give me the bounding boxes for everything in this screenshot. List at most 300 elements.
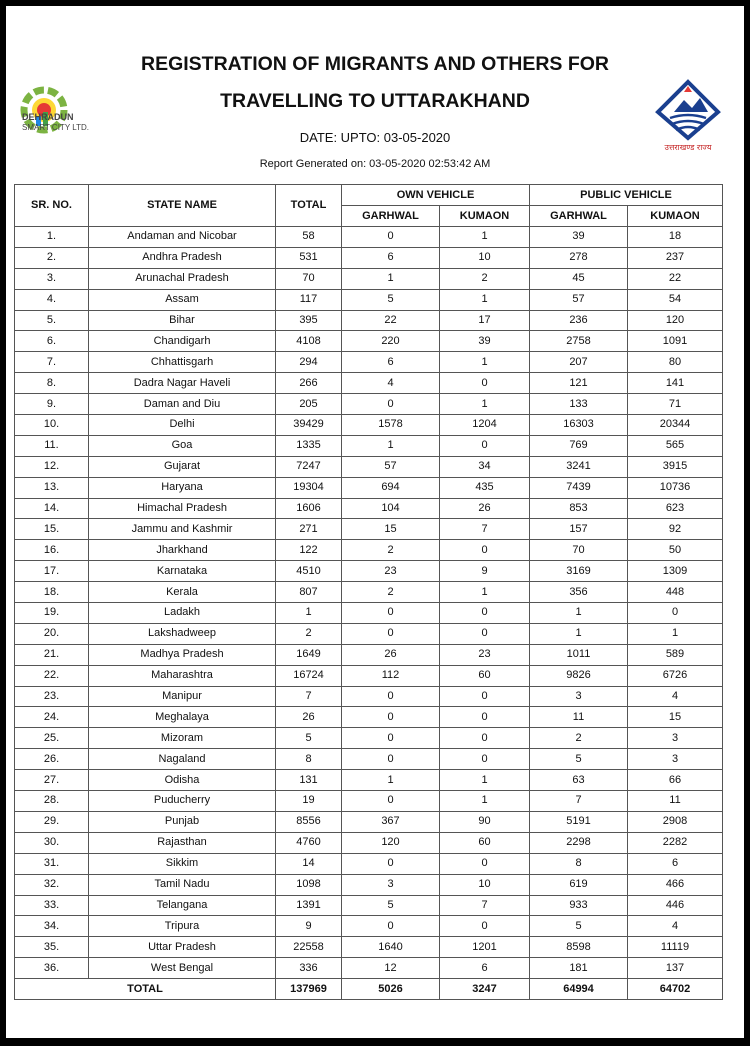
- public-kumaon-cell: 0: [628, 603, 723, 624]
- table-row: [15, 958, 723, 979]
- own-garhwal-cell: 4: [342, 373, 440, 394]
- state-name-cell: Punjab: [89, 811, 276, 832]
- total-cell: 2: [276, 623, 342, 644]
- own-kumaon-cell: 6: [440, 958, 530, 979]
- own-garhwal-cell: 0: [342, 916, 440, 937]
- own-garhwal-cell: 23: [342, 561, 440, 582]
- public-garhwal-cell: 9826: [530, 665, 628, 686]
- sr-no-cell: 18.: [15, 582, 89, 603]
- public-kumaon-cell: 4: [628, 686, 723, 707]
- public-garhwal-cell: 356: [530, 582, 628, 603]
- sr-no-cell: 16.: [15, 540, 89, 561]
- own-garhwal-cell: 26: [342, 644, 440, 665]
- state-name-cell: Gujarat: [89, 456, 276, 477]
- state-name-cell: Bihar: [89, 310, 276, 331]
- own-kumaon-cell: 0: [440, 853, 530, 874]
- table-row: [15, 811, 723, 832]
- public-kumaon-cell: 448: [628, 582, 723, 603]
- own-kumaon-cell: 60: [440, 832, 530, 853]
- public-garhwal-cell: 853: [530, 498, 628, 519]
- own-kumaon-cell: 1: [440, 394, 530, 415]
- own-kumaon-cell: 0: [440, 707, 530, 728]
- table-row: [15, 289, 723, 310]
- own-garhwal-cell: 2: [342, 582, 440, 603]
- public-garhwal-cell: 57: [530, 289, 628, 310]
- table-row: [15, 352, 723, 373]
- public-garhwal-cell: 5191: [530, 811, 628, 832]
- report-date: DATE: UPTO: 03-05-2020: [299, 130, 451, 145]
- public-garhwal-cell: 5: [530, 916, 628, 937]
- public-garhwal-cell: 1: [530, 623, 628, 644]
- col-sr-no: SR. NO.: [15, 185, 89, 227]
- public-garhwal-cell: 2: [530, 728, 628, 749]
- sr-no-cell: 29.: [15, 811, 89, 832]
- table-body: [15, 227, 723, 979]
- total-cell: 16724: [276, 665, 342, 686]
- own-garhwal-cell: 112: [342, 665, 440, 686]
- table-row: [15, 749, 723, 770]
- state-name-cell: Tripura: [89, 916, 276, 937]
- own-kumaon-cell: 0: [440, 435, 530, 456]
- own-garhwal-cell: 104: [342, 498, 440, 519]
- total-cell: 1649: [276, 644, 342, 665]
- sr-no-cell: 27.: [15, 770, 89, 791]
- total-cell: 4108: [276, 331, 342, 352]
- total-public-kumaon: 64702: [628, 979, 723, 1000]
- table-row: [15, 519, 723, 540]
- own-kumaon-cell: 17: [440, 310, 530, 331]
- public-kumaon-cell: 22: [628, 268, 723, 289]
- state-name-cell: Lakshadweep: [89, 623, 276, 644]
- own-kumaon-cell: 10: [440, 874, 530, 895]
- state-name-cell: Goa: [89, 435, 276, 456]
- sr-no-cell: 24.: [15, 707, 89, 728]
- public-garhwal-cell: 769: [530, 435, 628, 456]
- public-kumaon-cell: 54: [628, 289, 723, 310]
- public-kumaon-cell: 589: [628, 644, 723, 665]
- own-kumaon-cell: 39: [440, 331, 530, 352]
- table-row: [15, 477, 723, 498]
- state-name-cell: Andhra Pradesh: [89, 247, 276, 268]
- sr-no-cell: 14.: [15, 498, 89, 519]
- col-own-vehicle: OWN VEHICLE: [342, 185, 530, 206]
- own-garhwal-cell: 3: [342, 874, 440, 895]
- public-kumaon-cell: 1309: [628, 561, 723, 582]
- state-name-cell: Daman and Diu: [89, 394, 276, 415]
- total-cell: 26: [276, 707, 342, 728]
- sr-no-cell: 3.: [15, 268, 89, 289]
- sr-no-cell: 26.: [15, 749, 89, 770]
- public-garhwal-cell: 70: [530, 540, 628, 561]
- public-kumaon-cell: 3: [628, 728, 723, 749]
- table-row: [15, 394, 723, 415]
- table-row: [15, 247, 723, 268]
- public-garhwal-cell: 8598: [530, 937, 628, 958]
- sr-no-cell: 23.: [15, 686, 89, 707]
- table-row: [15, 770, 723, 791]
- public-garhwal-cell: 3: [530, 686, 628, 707]
- total-cell: 395: [276, 310, 342, 331]
- table-row: [15, 832, 723, 853]
- total-cell: 807: [276, 582, 342, 603]
- sr-no-cell: 21.: [15, 644, 89, 665]
- sr-no-cell: 22.: [15, 665, 89, 686]
- total-cell: 9: [276, 916, 342, 937]
- own-garhwal-cell: 12: [342, 958, 440, 979]
- public-garhwal-cell: 7: [530, 791, 628, 812]
- state-name-cell: West Bengal: [89, 958, 276, 979]
- table-row: [15, 853, 723, 874]
- public-garhwal-cell: 181: [530, 958, 628, 979]
- public-garhwal-cell: 133: [530, 394, 628, 415]
- public-garhwal-cell: 3169: [530, 561, 628, 582]
- own-kumaon-cell: 435: [440, 477, 530, 498]
- public-kumaon-cell: 446: [628, 895, 723, 916]
- table-row: [15, 415, 723, 436]
- col-public-vehicle: PUBLIC VEHICLE: [530, 185, 723, 206]
- public-kumaon-cell: 80: [628, 352, 723, 373]
- own-kumaon-cell: 9: [440, 561, 530, 582]
- total-cell: 266: [276, 373, 342, 394]
- total-cell: 14: [276, 853, 342, 874]
- own-garhwal-cell: 5: [342, 895, 440, 916]
- state-name-cell: Dadra Nagar Haveli: [89, 373, 276, 394]
- table-row: [15, 268, 723, 289]
- public-garhwal-cell: 63: [530, 770, 628, 791]
- public-kumaon-cell: 10736: [628, 477, 723, 498]
- own-kumaon-cell: 0: [440, 623, 530, 644]
- own-garhwal-cell: 0: [342, 227, 440, 248]
- own-kumaon-cell: 0: [440, 749, 530, 770]
- public-garhwal-cell: 8: [530, 853, 628, 874]
- sr-no-cell: 9.: [15, 394, 89, 415]
- own-kumaon-cell: 1: [440, 352, 530, 373]
- table-row: [15, 916, 723, 937]
- sr-no-cell: 36.: [15, 958, 89, 979]
- total-cell: 70: [276, 268, 342, 289]
- total-cell: 336: [276, 958, 342, 979]
- table-row: [15, 937, 723, 958]
- total-public-garhwal: 64994: [530, 979, 628, 1000]
- total-row: [15, 979, 723, 1000]
- public-garhwal-cell: 236: [530, 310, 628, 331]
- public-garhwal-cell: 157: [530, 519, 628, 540]
- public-kumaon-cell: 4: [628, 916, 723, 937]
- sr-no-cell: 11.: [15, 435, 89, 456]
- own-kumaon-cell: 1: [440, 791, 530, 812]
- state-name-cell: Himachal Pradesh: [89, 498, 276, 519]
- public-garhwal-cell: 207: [530, 352, 628, 373]
- own-kumaon-cell: 26: [440, 498, 530, 519]
- own-garhwal-cell: 1: [342, 435, 440, 456]
- public-kumaon-cell: 2908: [628, 811, 723, 832]
- public-kumaon-cell: 11: [628, 791, 723, 812]
- state-name-cell: Jharkhand: [89, 540, 276, 561]
- public-garhwal-cell: 2298: [530, 832, 628, 853]
- own-garhwal-cell: 0: [342, 853, 440, 874]
- total-cell: 205: [276, 394, 342, 415]
- total-own-kumaon: 3247: [440, 979, 530, 1000]
- sr-no-cell: 10.: [15, 415, 89, 436]
- table-row: [15, 791, 723, 812]
- sr-no-cell: 35.: [15, 937, 89, 958]
- state-name-cell: Telangana: [89, 895, 276, 916]
- public-garhwal-cell: 2758: [530, 331, 628, 352]
- own-kumaon-cell: 1201: [440, 937, 530, 958]
- public-kumaon-cell: 1: [628, 623, 723, 644]
- logo-text-line1: DEHRADUN: [22, 112, 74, 122]
- public-kumaon-cell: 92: [628, 519, 723, 540]
- public-kumaon-cell: 565: [628, 435, 723, 456]
- public-kumaon-cell: 623: [628, 498, 723, 519]
- public-garhwal-cell: 121: [530, 373, 628, 394]
- sr-no-cell: 8.: [15, 373, 89, 394]
- own-kumaon-cell: 0: [440, 686, 530, 707]
- own-kumaon-cell: 10: [440, 247, 530, 268]
- own-garhwal-cell: 0: [342, 707, 440, 728]
- table-row: [15, 707, 723, 728]
- total-cell: 7: [276, 686, 342, 707]
- total-cell: 58: [276, 227, 342, 248]
- own-kumaon-cell: 7: [440, 519, 530, 540]
- sr-no-cell: 13.: [15, 477, 89, 498]
- total-cell: 8556: [276, 811, 342, 832]
- state-name-cell: Andaman and Nicobar: [89, 227, 276, 248]
- public-garhwal-cell: 5: [530, 749, 628, 770]
- own-kumaon-cell: 34: [440, 456, 530, 477]
- table-row: [15, 373, 723, 394]
- total-cell: 1: [276, 603, 342, 624]
- table-row: [15, 456, 723, 477]
- own-garhwal-cell: 2: [342, 540, 440, 561]
- logo-text-line2: SMART CITY LTD.: [22, 123, 89, 132]
- state-name-cell: Arunachal Pradesh: [89, 268, 276, 289]
- own-garhwal-cell: 5: [342, 289, 440, 310]
- public-kumaon-cell: 141: [628, 373, 723, 394]
- public-kumaon-cell: 1091: [628, 331, 723, 352]
- total-total: 137969: [276, 979, 342, 1000]
- emblem-caption: उत्तराखण्ड राज्य: [664, 143, 712, 152]
- own-kumaon-cell: 1: [440, 582, 530, 603]
- registration-table: [14, 184, 723, 1000]
- own-garhwal-cell: 694: [342, 477, 440, 498]
- total-cell: 22558: [276, 937, 342, 958]
- total-cell: 39429: [276, 415, 342, 436]
- own-kumaon-cell: 1: [440, 770, 530, 791]
- report-generated: Report Generated on: 03-05-2020 02:53:42 AM: [259, 158, 491, 170]
- public-kumaon-cell: 3: [628, 749, 723, 770]
- state-name-cell: Karnataka: [89, 561, 276, 582]
- report-title-line1: REGISTRATION OF MIGRANTS AND OTHERS FOR: [141, 53, 609, 75]
- state-name-cell: Odisha: [89, 770, 276, 791]
- total-cell: 1098: [276, 874, 342, 895]
- public-garhwal-cell: 3241: [530, 456, 628, 477]
- total-cell: 131: [276, 770, 342, 791]
- total-cell: 1606: [276, 498, 342, 519]
- sr-no-cell: 28.: [15, 791, 89, 812]
- table-row: [15, 603, 723, 624]
- public-kumaon-cell: 71: [628, 394, 723, 415]
- public-kumaon-cell: 6: [628, 853, 723, 874]
- sr-no-cell: 32.: [15, 874, 89, 895]
- sr-no-cell: 25.: [15, 728, 89, 749]
- table-row: [15, 686, 723, 707]
- own-kumaon-cell: 0: [440, 540, 530, 561]
- own-garhwal-cell: 120: [342, 832, 440, 853]
- public-garhwal-cell: 16303: [530, 415, 628, 436]
- sr-no-cell: 33.: [15, 895, 89, 916]
- own-kumaon-cell: 60: [440, 665, 530, 686]
- state-name-cell: Mizoram: [89, 728, 276, 749]
- sr-no-cell: 17.: [15, 561, 89, 582]
- own-garhwal-cell: 0: [342, 791, 440, 812]
- state-name-cell: Maharashtra: [89, 665, 276, 686]
- state-name-cell: Kerala: [89, 582, 276, 603]
- col-total: TOTAL: [276, 185, 342, 227]
- table-row: [15, 498, 723, 519]
- own-kumaon-cell: 0: [440, 728, 530, 749]
- public-kumaon-cell: 3915: [628, 456, 723, 477]
- own-kumaon-cell: 7: [440, 895, 530, 916]
- state-name-cell: Chhattisgarh: [89, 352, 276, 373]
- table-row: [15, 310, 723, 331]
- own-garhwal-cell: 1: [342, 268, 440, 289]
- own-garhwal-cell: 0: [342, 686, 440, 707]
- sr-no-cell: 19.: [15, 603, 89, 624]
- col-own-garhwal: GARHWAL: [342, 206, 440, 227]
- sr-no-cell: 12.: [15, 456, 89, 477]
- col-state-name: STATE NAME: [89, 185, 276, 227]
- total-cell: 1335: [276, 435, 342, 456]
- sr-no-cell: 31.: [15, 853, 89, 874]
- public-kumaon-cell: 120: [628, 310, 723, 331]
- public-garhwal-cell: 619: [530, 874, 628, 895]
- state-name-cell: Ladakh: [89, 603, 276, 624]
- col-own-kumaon: KUMAON: [440, 206, 530, 227]
- own-garhwal-cell: 6: [342, 247, 440, 268]
- public-kumaon-cell: 2282: [628, 832, 723, 853]
- table-row: [15, 665, 723, 686]
- table-row: [15, 435, 723, 456]
- public-kumaon-cell: 18: [628, 227, 723, 248]
- total-cell: 294: [276, 352, 342, 373]
- sr-no-cell: 34.: [15, 916, 89, 937]
- table-row: [15, 331, 723, 352]
- public-kumaon-cell: 237: [628, 247, 723, 268]
- state-name-cell: Jammu and Kashmir: [89, 519, 276, 540]
- public-kumaon-cell: 137: [628, 958, 723, 979]
- sr-no-cell: 2.: [15, 247, 89, 268]
- sr-no-cell: 7.: [15, 352, 89, 373]
- own-kumaon-cell: 90: [440, 811, 530, 832]
- public-kumaon-cell: 466: [628, 874, 723, 895]
- own-garhwal-cell: 220: [342, 331, 440, 352]
- state-name-cell: Chandigarh: [89, 331, 276, 352]
- total-cell: 4510: [276, 561, 342, 582]
- table-row: [15, 582, 723, 603]
- own-kumaon-cell: 1: [440, 289, 530, 310]
- own-garhwal-cell: 367: [342, 811, 440, 832]
- table-row: [15, 895, 723, 916]
- sr-no-cell: 30.: [15, 832, 89, 853]
- total-cell: 531: [276, 247, 342, 268]
- state-name-cell: Tamil Nadu: [89, 874, 276, 895]
- state-name-cell: Sikkim: [89, 853, 276, 874]
- state-name-cell: Puducherry: [89, 791, 276, 812]
- table-row: [15, 874, 723, 895]
- own-kumaon-cell: 0: [440, 916, 530, 937]
- own-garhwal-cell: 57: [342, 456, 440, 477]
- public-garhwal-cell: 1011: [530, 644, 628, 665]
- table-row: [15, 623, 723, 644]
- sr-no-cell: 15.: [15, 519, 89, 540]
- own-kumaon-cell: 1204: [440, 415, 530, 436]
- sr-no-cell: 5.: [15, 310, 89, 331]
- public-garhwal-cell: 7439: [530, 477, 628, 498]
- public-kumaon-cell: 20344: [628, 415, 723, 436]
- sr-no-cell: 6.: [15, 331, 89, 352]
- own-kumaon-cell: 0: [440, 603, 530, 624]
- total-cell: 122: [276, 540, 342, 561]
- public-garhwal-cell: 11: [530, 707, 628, 728]
- total-cell: 5: [276, 728, 342, 749]
- own-kumaon-cell: 23: [440, 644, 530, 665]
- total-own-garhwal: 5026: [342, 979, 440, 1000]
- sr-no-cell: 1.: [15, 227, 89, 248]
- public-garhwal-cell: 39: [530, 227, 628, 248]
- total-cell: 19304: [276, 477, 342, 498]
- table-row: [15, 561, 723, 582]
- col-public-kumaon: KUMAON: [628, 206, 723, 227]
- public-kumaon-cell: 50: [628, 540, 723, 561]
- state-name-cell: Delhi: [89, 415, 276, 436]
- state-name-cell: Nagaland: [89, 749, 276, 770]
- public-kumaon-cell: 66: [628, 770, 723, 791]
- total-cell: 8: [276, 749, 342, 770]
- public-kumaon-cell: 6726: [628, 665, 723, 686]
- state-name-cell: Haryana: [89, 477, 276, 498]
- public-garhwal-cell: 1: [530, 603, 628, 624]
- state-name-cell: Meghalaya: [89, 707, 276, 728]
- public-kumaon-cell: 11119: [628, 937, 723, 958]
- own-garhwal-cell: 0: [342, 603, 440, 624]
- table-row: [15, 540, 723, 561]
- total-cell: 4760: [276, 832, 342, 853]
- col-public-garhwal: GARHWAL: [530, 206, 628, 227]
- own-kumaon-cell: 1: [440, 227, 530, 248]
- state-name-cell: Manipur: [89, 686, 276, 707]
- own-garhwal-cell: 6: [342, 352, 440, 373]
- report-title-line2: TRAVELLING TO UTTARAKHAND: [220, 90, 530, 112]
- own-garhwal-cell: 1640: [342, 937, 440, 958]
- public-garhwal-cell: 45: [530, 268, 628, 289]
- own-garhwal-cell: 0: [342, 394, 440, 415]
- state-name-cell: Rajasthan: [89, 832, 276, 853]
- state-name-cell: Madhya Pradesh: [89, 644, 276, 665]
- own-garhwal-cell: 0: [342, 728, 440, 749]
- own-garhwal-cell: 1: [342, 770, 440, 791]
- state-name-cell: Uttar Pradesh: [89, 937, 276, 958]
- public-garhwal-cell: 278: [530, 247, 628, 268]
- own-garhwal-cell: 15: [342, 519, 440, 540]
- state-name-cell: Assam: [89, 289, 276, 310]
- sr-no-cell: 20.: [15, 623, 89, 644]
- public-garhwal-cell: 933: [530, 895, 628, 916]
- total-cell: 1391: [276, 895, 342, 916]
- own-kumaon-cell: 0: [440, 373, 530, 394]
- table-row: [15, 644, 723, 665]
- own-kumaon-cell: 2: [440, 268, 530, 289]
